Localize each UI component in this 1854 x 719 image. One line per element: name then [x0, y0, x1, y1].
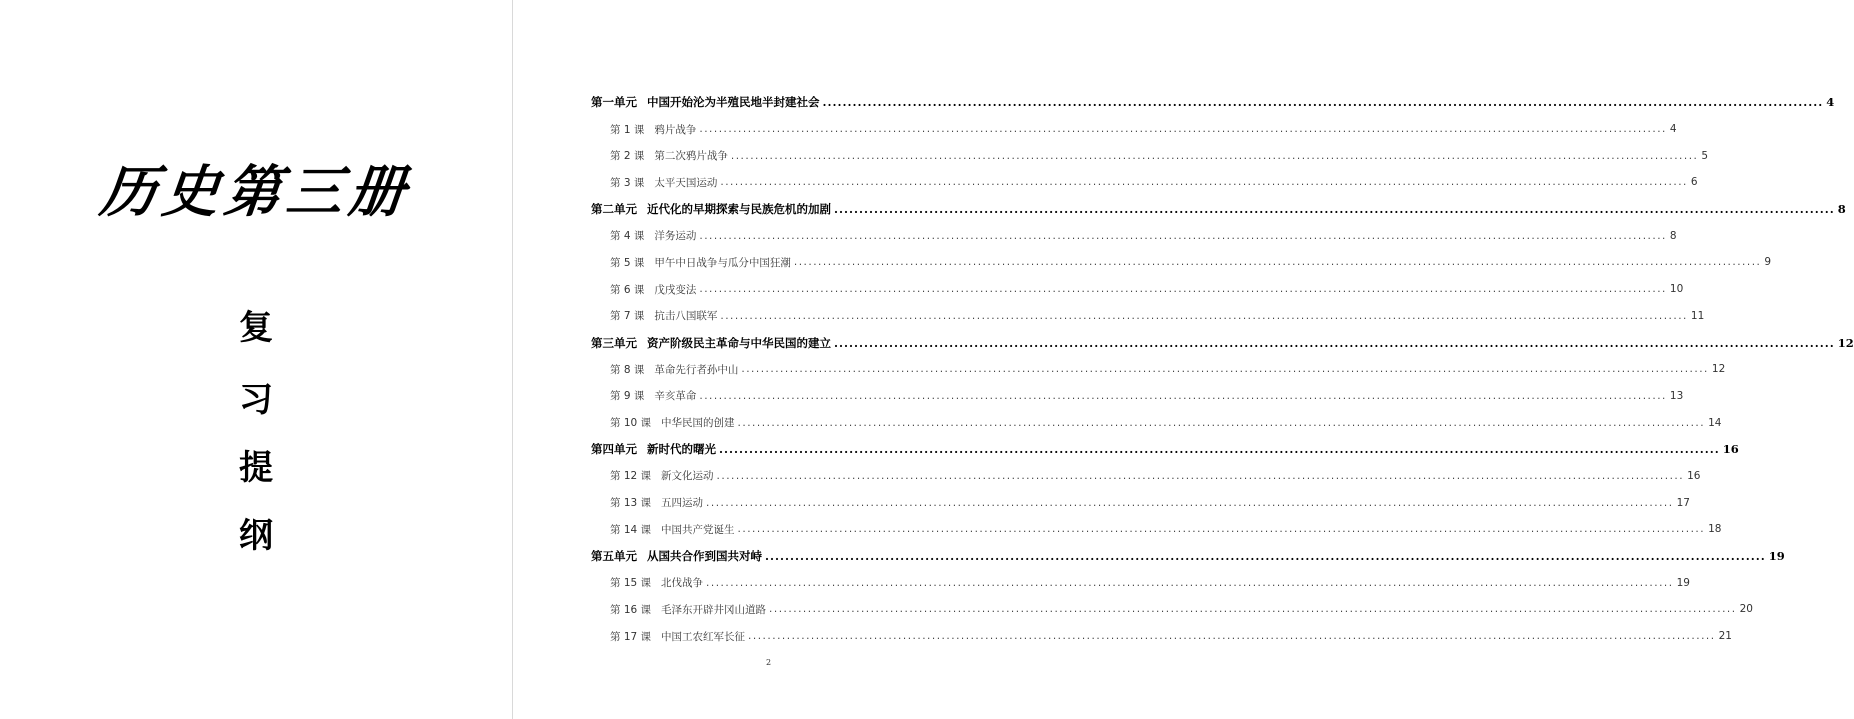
toc-lesson-entry[interactable] — [591, 489, 1690, 516]
toc-dot-leader: ........................................................................................................................................................................................................ — [699, 283, 1667, 296]
toc-unit-entry[interactable] — [591, 543, 1785, 570]
toc-entry-title: 戊戌变法 — [654, 283, 697, 296]
toc-unit-entry[interactable] — [591, 436, 1739, 463]
toc-entry-title: 洋务运动 — [654, 230, 697, 243]
toc-dot-leader: ........................................................................................................................................................................................................ — [822, 95, 1824, 110]
toc-lesson-entry[interactable] — [591, 116, 1677, 143]
toc-unit-entry[interactable] — [591, 89, 1835, 116]
toc-lesson-entry[interactable] — [591, 222, 1677, 249]
toc-entry-page: 4 — [1669, 123, 1677, 136]
toc-entry-page: 12 — [1711, 363, 1726, 376]
toc-unit-entry[interactable] — [591, 329, 1854, 356]
toc-entry-page: 10 — [1669, 283, 1684, 296]
toc-dot-leader: ........................................................................................................................................................................................................ — [719, 442, 1720, 457]
toc-entry-title: 中国工农红军长征 — [661, 630, 746, 643]
toc-lesson-entry[interactable] — [591, 142, 1709, 169]
toc-lesson-entry[interactable] — [591, 383, 1684, 410]
toc-lesson-entry[interactable] — [591, 303, 1705, 330]
toc-dot-leader: ........................................................................................................................................................................................................ — [730, 149, 1699, 162]
cover-subtitle-char: 纲 — [239, 516, 273, 556]
toc-dot-leader: ........................................................................................................................................................................................................ — [699, 123, 1667, 136]
toc-dot-leader: ........................................................................................................................................................................................................ — [765, 549, 1766, 564]
toc-entry-title: 鸦片战争 — [654, 123, 697, 136]
toc-entry-number: 第 14 课 — [610, 523, 652, 536]
toc-dot-leader: ........................................................................................................................................................................................................ — [793, 256, 1762, 269]
cover-title: 历史第三册 — [97, 159, 415, 225]
toc-lesson-entry[interactable] — [591, 569, 1690, 596]
toc-dot-leader: ........................................................................................................................................................................................................ — [737, 523, 1706, 536]
toc-entry-number: 第 4 课 — [610, 230, 645, 243]
toc-dot-leader: ........................................................................................................................................................................................................ — [716, 469, 1685, 482]
toc-entry-page: 19 — [1768, 549, 1785, 564]
toc-entry-page: 11 — [1690, 309, 1705, 322]
toc-entry-page: 17 — [1676, 496, 1690, 509]
toc-dot-leader: ........................................................................................................................................................................................................ — [706, 496, 1674, 509]
toc-entry-number: 第 3 课 — [610, 176, 645, 189]
toc-entry-page: 20 — [1739, 603, 1753, 616]
toc-entry-page: 16 — [1687, 469, 1701, 482]
toc-entry-title: 第二次鸦片战争 — [654, 150, 728, 163]
toc-entry-number: 第四单元 — [591, 442, 637, 457]
toc-entry-number: 第 1 课 — [610, 123, 645, 136]
toc-entry-number: 第 15 课 — [610, 577, 652, 590]
toc-entry-title: 北伐战争 — [661, 577, 704, 590]
toc-entry-page: 12 — [1837, 335, 1854, 350]
toc-unit-entry[interactable] — [591, 196, 1846, 223]
toc-entry-number: 第二单元 — [591, 202, 637, 217]
toc-entry-title: 近代化的早期探索与民族危机的加剧 — [647, 202, 831, 217]
toc-dot-leader: ........................................................................................................................................................................................................ — [737, 416, 1706, 429]
toc-lesson-entry[interactable] — [591, 356, 1726, 383]
toc-entry-number: 第 7 课 — [610, 310, 645, 323]
toc-entry-page: 9 — [1764, 256, 1772, 269]
cover-page — [0, 0, 512, 719]
toc-entry-page: 6 — [1690, 176, 1698, 189]
toc-entry-title: 毛泽东开辟井冈山道路 — [661, 603, 767, 616]
toc-entry-page: 8 — [1837, 202, 1846, 217]
toc-entry-page: 13 — [1669, 389, 1684, 402]
toc-page — [513, 0, 1854, 719]
toc-dot-leader: ........................................................................................................................................................................................................ — [706, 576, 1674, 589]
toc-entry-page: 14 — [1708, 416, 1722, 429]
cover-subtitle-char: 提 — [239, 448, 273, 488]
toc-entry-title: 甲午中日战争与瓜分中国狂潮 — [654, 256, 791, 269]
toc-entry-title: 新文化运动 — [661, 470, 714, 483]
toc-entry-title: 新时代的曙光 — [647, 442, 716, 457]
toc-entry-page: 8 — [1669, 229, 1677, 242]
toc-entry-number: 第 16 课 — [610, 603, 652, 616]
toc-entry-title: 中国共产党诞生 — [661, 523, 735, 536]
toc-entry-title: 中华民国的创建 — [661, 417, 735, 430]
toc-lesson-entry[interactable] — [591, 249, 1772, 276]
toc-lesson-entry[interactable] — [591, 276, 1684, 303]
toc-entry-number: 第 13 课 — [610, 497, 652, 510]
toc-entry-title: 五四运动 — [661, 497, 704, 510]
toc-lesson-entry[interactable] — [591, 623, 1732, 650]
toc-dot-leader: ........................................................................................................................................................................................................ — [720, 176, 1688, 189]
toc-entry-number: 第五单元 — [591, 549, 637, 564]
toc-dot-leader: ........................................................................................................................................................................................................ — [741, 363, 1709, 376]
toc-lesson-entry[interactable] — [591, 409, 1722, 436]
toc-dot-leader: ........................................................................................................................................................................................................ — [834, 202, 1835, 217]
toc-dot-leader: ........................................................................................................................................................................................................ — [699, 229, 1667, 242]
table-of-contents — [591, 89, 1854, 649]
toc-dot-leader: ........................................................................................................................................................................................................ — [699, 389, 1667, 402]
toc-entry-number: 第 9 课 — [610, 390, 645, 403]
toc-entry-number: 第 10 课 — [610, 417, 652, 430]
toc-entry-page: 21 — [1718, 630, 1732, 643]
toc-entry-title: 从国共合作到国共对峙 — [647, 549, 762, 564]
toc-entry-number: 第三单元 — [591, 335, 637, 350]
toc-lesson-entry[interactable] — [591, 516, 1722, 543]
toc-entry-number: 第 17 课 — [610, 630, 652, 643]
cover-subtitle-char: 习 — [239, 380, 273, 420]
toc-dot-leader: ........................................................................................................................................................................................................ — [834, 335, 1835, 350]
toc-entry-title: 辛亥革命 — [654, 390, 697, 403]
toc-dot-leader: ........................................................................................................................................................................................................ — [748, 630, 1716, 643]
cover-subtitle-char: 复 — [239, 308, 273, 348]
toc-entry-number: 第 5 课 — [610, 256, 645, 269]
toc-lesson-entry[interactable] — [591, 596, 1753, 623]
toc-entry-number: 第 6 课 — [610, 283, 645, 296]
toc-entry-page: 19 — [1676, 576, 1690, 589]
toc-entry-number: 第一单元 — [591, 95, 637, 110]
toc-entry-title: 太平天国运动 — [654, 176, 718, 189]
toc-entry-title: 资产阶级民主革命与中华民国的建立 — [647, 335, 831, 350]
toc-entry-page: 4 — [1826, 95, 1835, 110]
page-number: 2 — [765, 658, 772, 667]
toc-entry-number: 第 12 课 — [610, 470, 652, 483]
toc-entry-page: 5 — [1701, 149, 1709, 162]
toc-lesson-entry[interactable] — [591, 169, 1698, 196]
toc-entry-title: 抗击八国联军 — [654, 310, 718, 323]
toc-dot-leader: ........................................................................................................................................................................................................ — [720, 309, 1688, 322]
toc-entry-title: 中国开始沦为半殖民地半封建社会 — [647, 95, 820, 110]
toc-entry-title: 革命先行者孙中山 — [654, 363, 739, 376]
toc-entry-number: 第 2 课 — [610, 150, 645, 163]
toc-lesson-entry[interactable] — [591, 463, 1701, 490]
toc-entry-page: 16 — [1722, 442, 1739, 457]
toc-dot-leader: ........................................................................................................................................................................................................ — [769, 603, 1737, 616]
toc-entry-number: 第 8 课 — [610, 363, 645, 376]
toc-entry-page: 18 — [1708, 523, 1722, 536]
